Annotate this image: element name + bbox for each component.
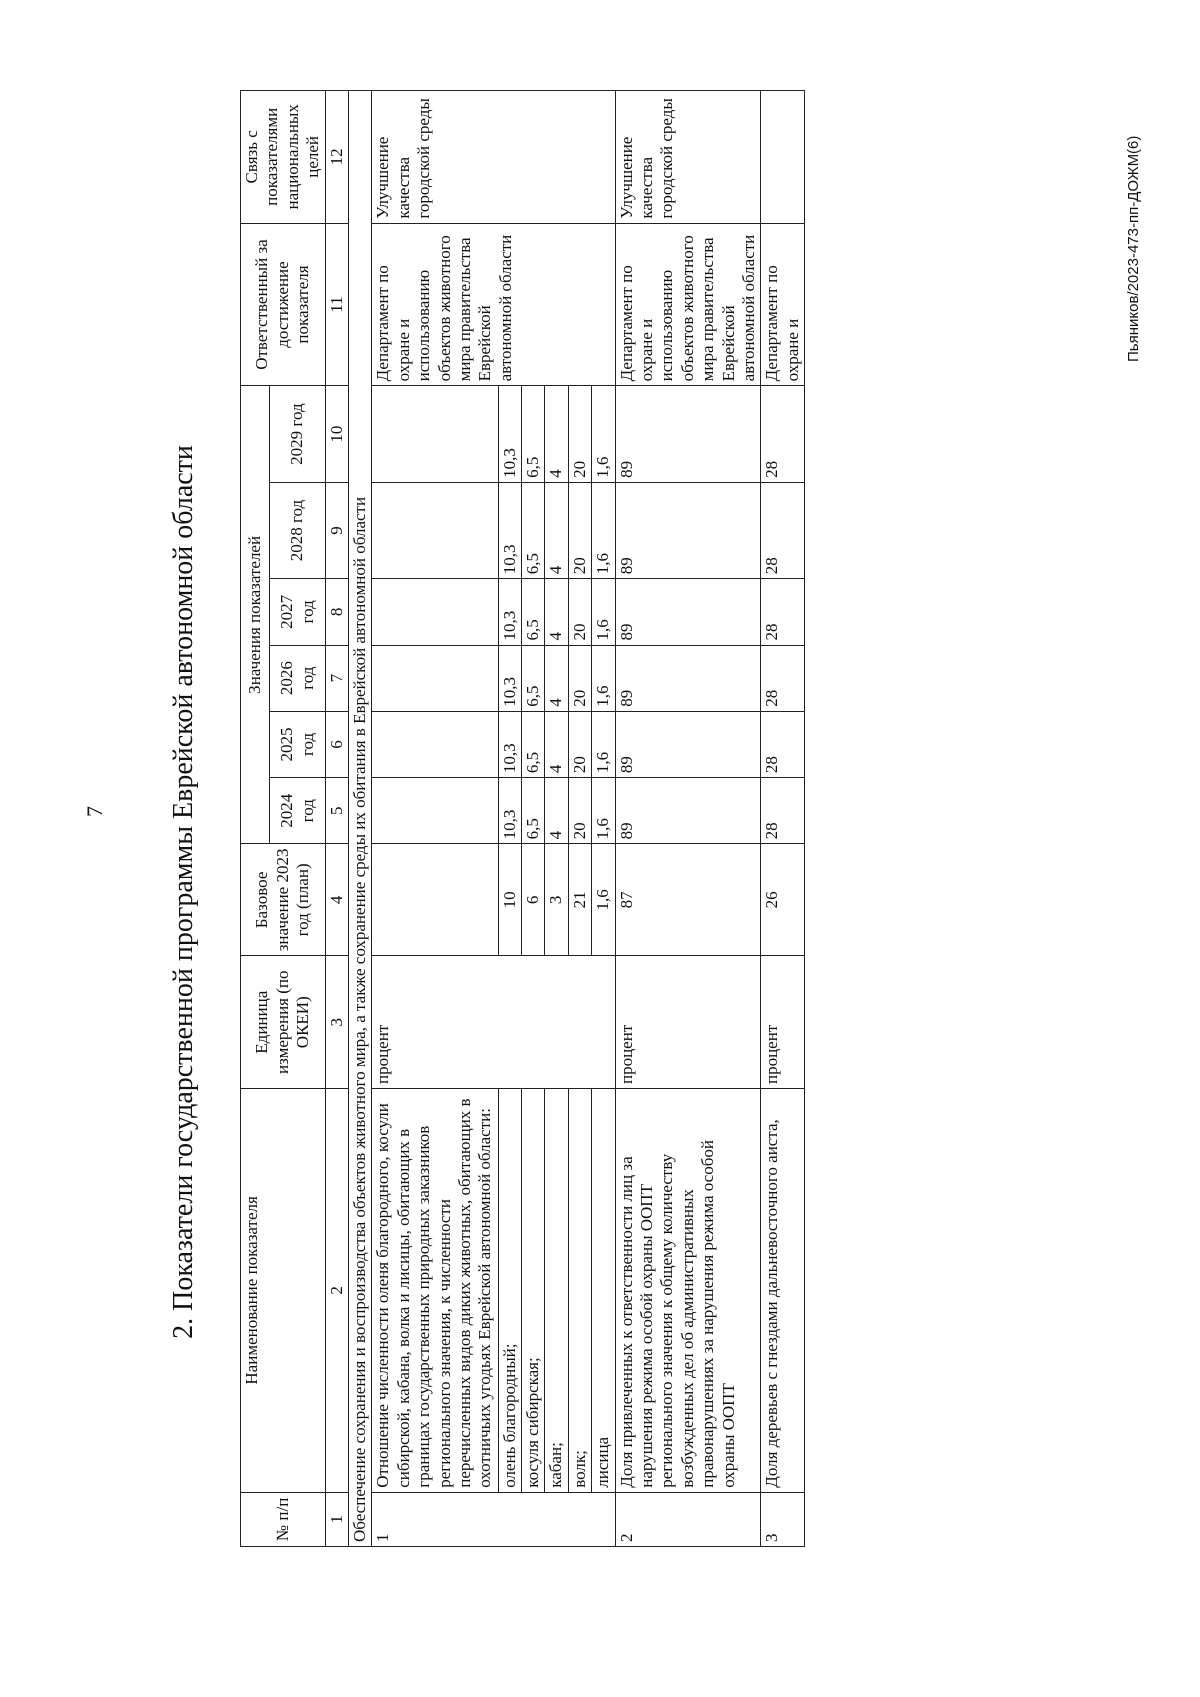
sub-row-value: 20 [568, 579, 591, 645]
header-values-group: Значения показателей [241, 386, 270, 844]
sub-row-value: 20 [568, 711, 591, 777]
row-base: 26 [761, 844, 805, 956]
row-unit: процент [761, 956, 805, 1089]
row-num: 2 [615, 1492, 761, 1546]
header-base: Базовое значение 2023 год (план) [241, 844, 326, 956]
sub-row-value: 6,5 [522, 579, 545, 645]
empty-cell [372, 778, 498, 844]
sub-row-value: 20 [568, 482, 591, 578]
sub-row-name: кабан; [545, 1089, 568, 1493]
row-name: Доля деревьев с гнездами дальневосточного аиста, [761, 1089, 805, 1493]
empty-cell [372, 386, 498, 482]
table-row [615, 91, 761, 1547]
column-number: 7 [325, 645, 348, 711]
column-number: 6 [325, 711, 348, 777]
row-value: 89 [615, 645, 761, 711]
column-number: 12 [325, 91, 348, 224]
column-number: 9 [325, 482, 348, 578]
sub-row-value: 6,5 [522, 645, 545, 711]
table-row [372, 91, 498, 1547]
sub-row-value: 1,6 [592, 579, 615, 645]
sub-row-value: 4 [545, 645, 568, 711]
page-number: 7 [82, 806, 107, 817]
sub-row-value: 1,6 [592, 711, 615, 777]
sub-row-value: 10,3 [498, 778, 521, 844]
sub-row-value: 6,5 [522, 778, 545, 844]
sub-row-value: 4 [545, 711, 568, 777]
sub-row-base: 21 [568, 844, 591, 956]
sub-row-value: 1,6 [592, 386, 615, 482]
row-unit: процент [615, 956, 761, 1089]
sub-row-name: олень благородный; [498, 1089, 521, 1493]
row-base: 87 [615, 844, 761, 956]
section-title: Обеспечение сохранения и воспроизводства объектов животного мира, а также сохранение среды их обитания в Еврейской автономной области [348, 91, 371, 1547]
sub-row-value: 1,6 [592, 778, 615, 844]
header-unit: Единица измерения (по ОКЕИ) [241, 956, 326, 1089]
row-value: 89 [615, 482, 761, 578]
document-stamp: Пьяников/2023-473-пп-ДОЖМ(6) [1125, 135, 1142, 362]
sub-row-value: 10,3 [498, 711, 521, 777]
sub-row-name: косуля сибирская; [522, 1089, 545, 1493]
sub-row-value: 20 [568, 645, 591, 711]
row-value: 89 [615, 386, 761, 482]
row-link [761, 91, 805, 224]
empty-cell [372, 482, 498, 578]
sub-row-value: 6,5 [522, 482, 545, 578]
column-number: 5 [325, 778, 348, 844]
empty-cell [372, 645, 498, 711]
page-title: 2. Показатели государственной программы Еврейской автономной области [168, 445, 199, 1339]
sub-row-name: лисица [592, 1089, 615, 1493]
row-unit: процент [372, 956, 615, 1089]
row-responsible: Департамент по охране и [761, 223, 805, 386]
row-value: 28 [761, 579, 805, 645]
sub-row-value: 6,5 [522, 386, 545, 482]
row-name: Доля привлеченных к ответственности лиц за нарушения режима особой охраны ООПТ регионального значения к общему количеству возбужденных дел об административных правонарушениях за нарушения режима особой охраны ООПТ [615, 1089, 761, 1493]
sub-row-base: 6 [522, 844, 545, 956]
column-number: 10 [325, 386, 348, 482]
header-row [241, 91, 270, 1547]
sub-row-value: 10,3 [498, 579, 521, 645]
table-row [761, 91, 805, 1547]
row-value: 89 [615, 778, 761, 844]
header-name: Наименование показателя [241, 1089, 326, 1493]
sub-row-base: 1,6 [592, 844, 615, 956]
empty-cell [372, 844, 498, 956]
row-link: Улучшение качества городской среды [615, 91, 761, 224]
sub-row-value: 4 [545, 482, 568, 578]
empty-cell [372, 579, 498, 645]
header-year: 2027 год [270, 579, 325, 645]
column-number: 11 [325, 223, 348, 386]
row-link: Улучшение качества городской среды [372, 91, 615, 224]
header-num: № п/п [241, 1492, 326, 1546]
empty-cell [372, 711, 498, 777]
row-value: 28 [761, 645, 805, 711]
row-value: 89 [615, 711, 761, 777]
row-value: 28 [761, 386, 805, 482]
sub-row-base: 10 [498, 844, 521, 956]
header-year: 2029 год [270, 386, 325, 482]
sub-row-value: 4 [545, 778, 568, 844]
row-num: 3 [761, 1492, 805, 1546]
sub-row-value: 4 [545, 579, 568, 645]
row-num: 1 [372, 1492, 615, 1546]
column-number: 3 [325, 956, 348, 1089]
indicators-table [240, 90, 805, 1547]
header-year: 2024 год [270, 778, 325, 844]
column-number: 1 [325, 1492, 348, 1546]
sub-row-value: 6,5 [522, 711, 545, 777]
sub-row-value: 10,3 [498, 482, 521, 578]
row-value: 28 [761, 778, 805, 844]
header-responsible: Ответственный за достижение показателя [241, 223, 326, 386]
row-value: 89 [615, 579, 761, 645]
sub-row-value: 4 [545, 386, 568, 482]
row-value: 28 [761, 482, 805, 578]
header-year: 2025 год [270, 711, 325, 777]
sub-row-value: 10,3 [498, 645, 521, 711]
sub-row-value: 1,6 [592, 482, 615, 578]
sub-row-name: волк; [568, 1089, 591, 1493]
sub-row-value: 1,6 [592, 645, 615, 711]
row-responsible: Департамент по охране и использованию объектов животного мира правительства Еврейской автономной области [615, 223, 761, 386]
column-numbers-row [325, 91, 348, 1547]
row-name: Отношение численности оленя благородного, косули сибирской, кабана, волка и лисицы, обитающих в границах государственных природных заказников регионального значения, к численности перечисленных видов диких животных, обитающих в охотничьих угодьях Еврейской автономной области: [372, 1089, 498, 1493]
row-value: 28 [761, 711, 805, 777]
header-year: 2028 год [270, 482, 325, 578]
sub-row-base: 3 [545, 844, 568, 956]
column-number: 8 [325, 579, 348, 645]
section-row [348, 91, 371, 1547]
column-number: 4 [325, 844, 348, 956]
column-number: 2 [325, 1089, 348, 1493]
sub-row-value: 10,3 [498, 386, 521, 482]
sub-row-value: 20 [568, 778, 591, 844]
header-link: Связь с показателями национальных целей [241, 91, 326, 224]
sub-row-value: 20 [568, 386, 591, 482]
header-year: 2026 год [270, 645, 325, 711]
row-responsible: Департамент по охране и использованию объектов животного мира правительства Еврейской автономной области [372, 223, 615, 386]
